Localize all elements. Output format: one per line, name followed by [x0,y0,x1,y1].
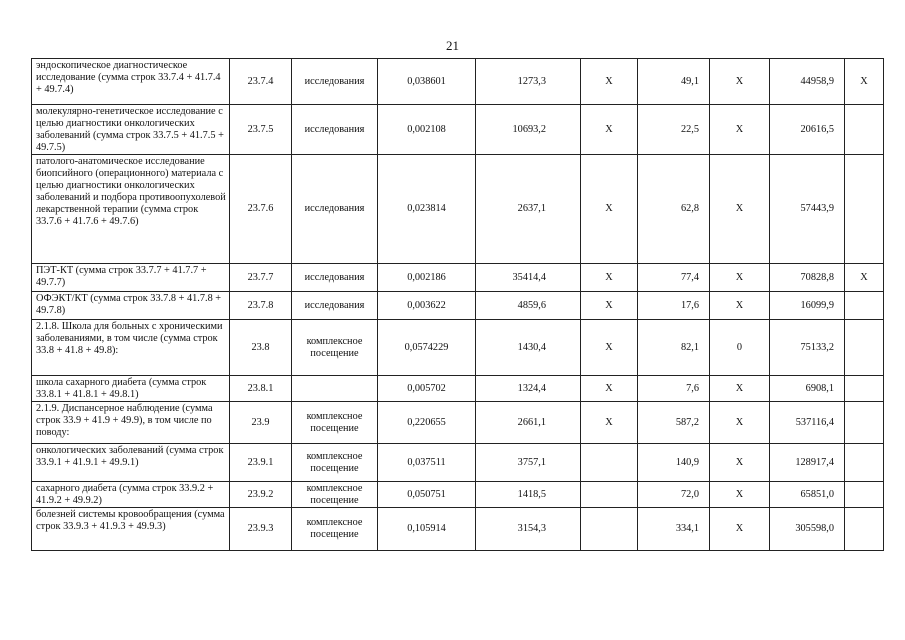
table-row [32,444,884,482]
row-name: молекулярно-генетическое исследование с целью диагностики онкологических заболеваний (сумма строк 33.7.5 + 41.7.5 + 49.7.5) [32,105,230,155]
row-cost: 1324,4 [476,376,581,402]
row-code: 23.7.7 [230,264,292,292]
row-col9: 128917,4 [770,444,845,482]
row-col6: Х [581,264,638,292]
row-col8: Х [710,155,770,264]
row-col7: 587,2 [638,402,710,444]
row-col6: Х [581,402,638,444]
row-unit: исследования [292,155,378,264]
row-col10 [845,402,884,444]
row-unit: комплексное посещение [292,482,378,508]
row-name: болезней системы кровообращения (сумма строк 33.9.3 + 41.9.3 + 49.9.3) [32,508,230,551]
table-row [32,105,884,155]
row-col7: 77,4 [638,264,710,292]
row-code: 23.9.3 [230,508,292,551]
row-name: патолого-анатомическое исследование биопсийного (операционного) материала с целью диагностики онкологических заболеваний и подбора противоопухолевой лекарственной терапии (сумма строк 33.7.6 + 41.7.6 + 49.7.6) [32,155,230,264]
row-norm: 0,005702 [378,376,476,402]
row-code: 23.7.4 [230,59,292,105]
row-col10 [845,508,884,551]
row-cost: 1418,5 [476,482,581,508]
row-name: эндоскопическое диагностическое исследование (сумма строк 33.7.4 + 41.7.4 + 49.7.4) [32,59,230,105]
table-row [32,59,884,105]
row-col6 [581,508,638,551]
row-col10 [845,376,884,402]
row-unit: комплексное посещение [292,402,378,444]
row-col6 [581,482,638,508]
row-unit: исследования [292,59,378,105]
row-col7: 62,8 [638,155,710,264]
row-col10 [845,444,884,482]
row-col9: 537116,4 [770,402,845,444]
row-code: 23.9 [230,402,292,444]
row-col10 [845,292,884,320]
row-name: ОФЭКТ/КТ (сумма строк 33.7.8 + 41.7.8 + 49.7.8) [32,292,230,320]
row-name: онкологических заболеваний (сумма строк 33.9.1 + 41.9.1 + 49.9.1) [32,444,230,482]
row-col10: Х [845,59,884,105]
row-col7: 82,1 [638,320,710,376]
row-col7: 7,6 [638,376,710,402]
row-name: школа сахарного диабета (сумма строк 33.8.1 + 41.8.1 + 49.8.1) [32,376,230,402]
row-col9: 16099,9 [770,292,845,320]
row-norm: 0,0574229 [378,320,476,376]
row-code: 23.9.1 [230,444,292,482]
row-name: ПЭТ-КТ (сумма строк 33.7.7 + 41.7.7 + 49.7.7) [32,264,230,292]
row-cost: 35414,4 [476,264,581,292]
row-col9: 20616,5 [770,105,845,155]
row-unit: комплексное посещение [292,320,378,376]
row-col8: Х [710,59,770,105]
row-code: 23.8 [230,320,292,376]
table-row [32,264,884,292]
row-unit: комплексное посещение [292,508,378,551]
row-col7: 72,0 [638,482,710,508]
row-norm: 0,038601 [378,59,476,105]
row-col6 [581,444,638,482]
row-col9: 65851,0 [770,482,845,508]
row-col10: Х [845,264,884,292]
row-cost: 1273,3 [476,59,581,105]
table-row [32,402,884,444]
row-norm: 0,050751 [378,482,476,508]
row-norm: 0,220655 [378,402,476,444]
row-unit: комплексное посещение [292,444,378,482]
row-norm: 0,023814 [378,155,476,264]
row-col6: Х [581,105,638,155]
row-code: 23.7.5 [230,105,292,155]
table-row [32,482,884,508]
row-col9: 6908,1 [770,376,845,402]
row-cost: 3154,3 [476,508,581,551]
row-col10 [845,320,884,376]
row-unit [292,376,378,402]
row-col9: 70828,8 [770,264,845,292]
row-cost: 10693,2 [476,105,581,155]
row-col10 [845,155,884,264]
row-col8: Х [710,105,770,155]
row-col7: 22,5 [638,105,710,155]
row-norm: 0,002186 [378,264,476,292]
row-col6: Х [581,320,638,376]
row-col8: Х [710,508,770,551]
data-table [31,58,884,551]
row-col8: 0 [710,320,770,376]
row-unit: исследования [292,105,378,155]
row-col10 [845,105,884,155]
row-col7: 140,9 [638,444,710,482]
row-col6: Х [581,59,638,105]
table-row [32,292,884,320]
row-col7: 17,6 [638,292,710,320]
table-row [32,508,884,551]
row-cost: 2661,1 [476,402,581,444]
row-norm: 0,003622 [378,292,476,320]
row-col6: Х [581,292,638,320]
row-col8: Х [710,402,770,444]
row-norm: 0,105914 [378,508,476,551]
row-name: 2.1.8. Школа для больных с хроническими заболеваниями, в том числе (сумма строк 33.8 + 41.8 + 49.8): [32,320,230,376]
row-col8: Х [710,444,770,482]
row-col8: Х [710,376,770,402]
row-cost: 3757,1 [476,444,581,482]
row-col8: Х [710,264,770,292]
row-col6: Х [581,155,638,264]
page-number: 21 [446,38,459,53]
row-code: 23.9.2 [230,482,292,508]
row-code: 23.7.6 [230,155,292,264]
row-unit: исследования [292,292,378,320]
row-cost: 4859,6 [476,292,581,320]
table-row [32,155,884,264]
row-col9: 305598,0 [770,508,845,551]
row-norm: 0,002108 [378,105,476,155]
row-code: 23.8.1 [230,376,292,402]
row-col6: Х [581,376,638,402]
table-row [32,376,884,402]
row-code: 23.7.8 [230,292,292,320]
row-col9: 75133,2 [770,320,845,376]
row-norm: 0,037511 [378,444,476,482]
row-col7: 49,1 [638,59,710,105]
row-col8: Х [710,292,770,320]
row-col9: 57443,9 [770,155,845,264]
row-col9: 44958,9 [770,59,845,105]
row-name: 2.1.9. Диспансерное наблюдение (сумма строк 33.9 + 41.9 + 49.9), в том числе по поводу: [32,402,230,444]
row-col8: Х [710,482,770,508]
row-cost: 1430,4 [476,320,581,376]
row-col7: 334,1 [638,508,710,551]
row-unit: исследования [292,264,378,292]
table-row [32,320,884,376]
row-name: сахарного диабета (сумма строк 33.9.2 + 41.9.2 + 49.9.2) [32,482,230,508]
row-col10 [845,482,884,508]
row-cost: 2637,1 [476,155,581,264]
